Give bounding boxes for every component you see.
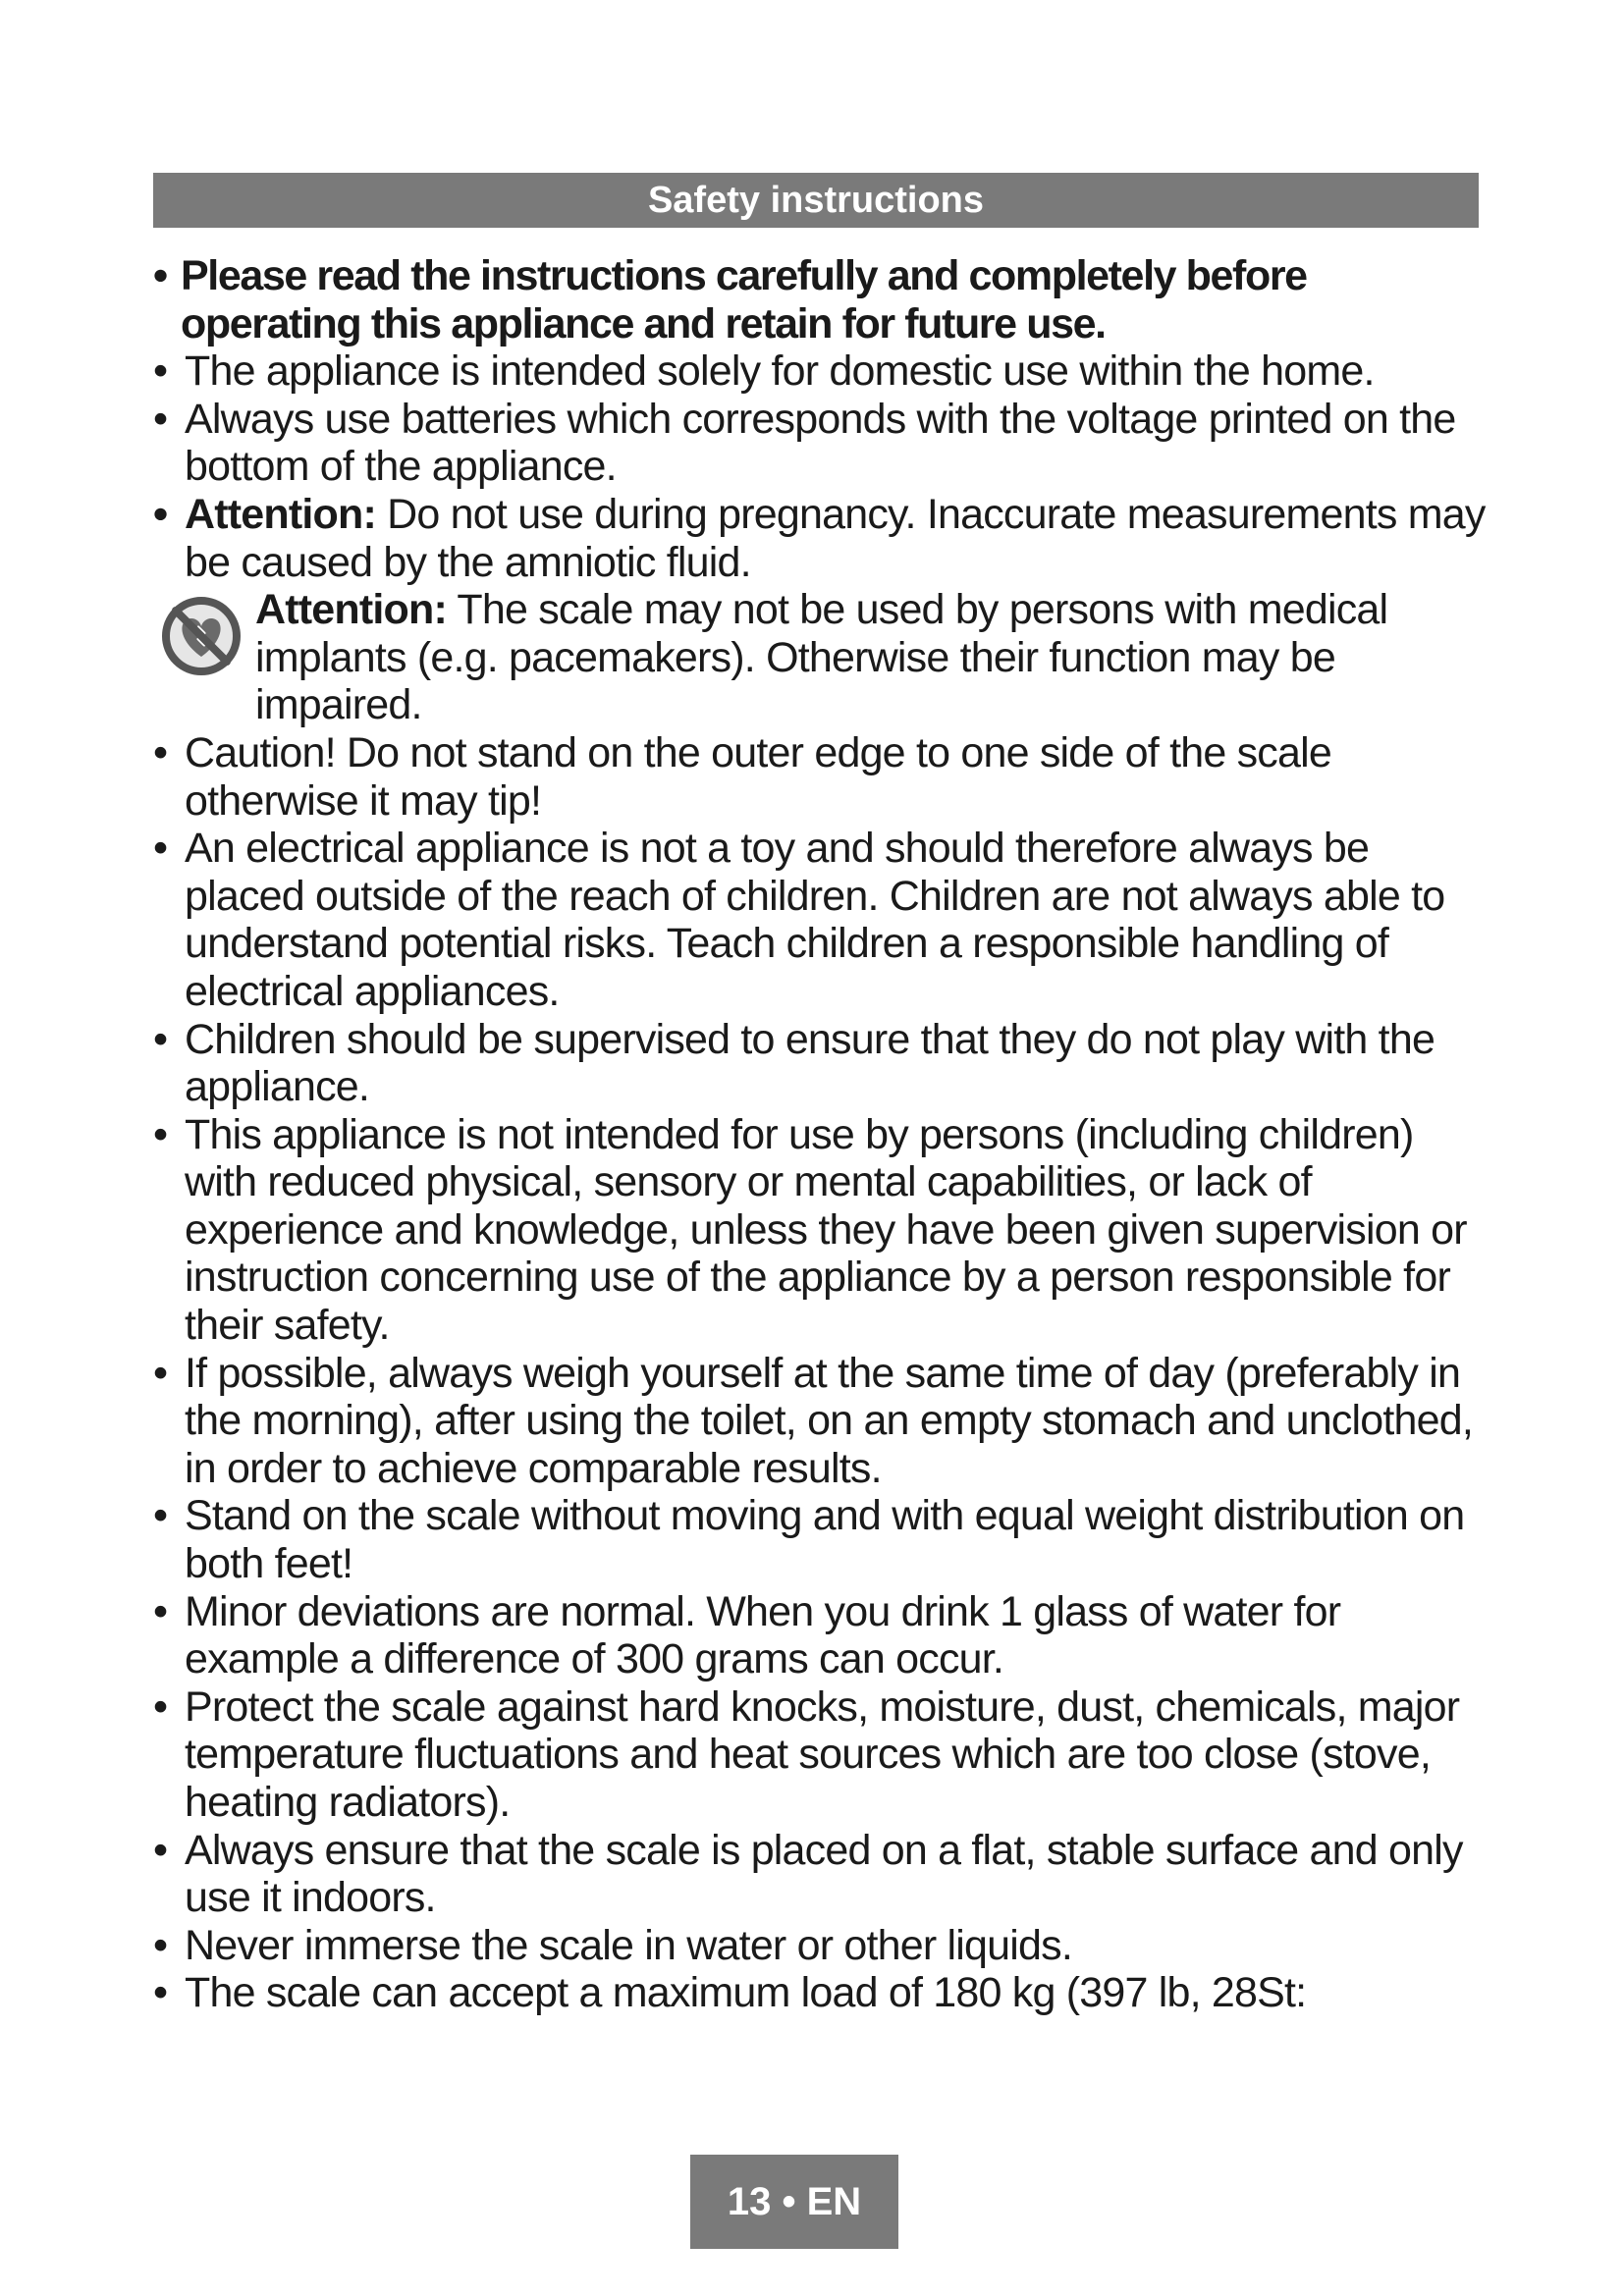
list-item [153,1111,1489,1350]
list-item [153,825,1489,1015]
list-item [153,729,1489,825]
item-text: Minor deviations are normal. When you drink 1 glass of water for example a difference of 300 grams can occur. [185,1587,1341,1683]
lead-instruction [153,252,1489,347]
item-text: This appliance is not intended for use by persons (including children) with reduced physical, sensory or mental capabilities, or lack of experience and knowledge, unless they have been given supervision or instruction concerning use of the appliance by a person responsible for their safety. [185,1110,1467,1350]
bullet: • [153,347,168,396]
list-item [153,347,1489,396]
item-text: If possible, always weigh yourself at the same time of day (preferably in the morning), after using the toilet, on an empty stomach and unclothed, in order to achieve comparable results. [185,1349,1474,1492]
item-text: Always ensure that the scale is placed on a flat, stable surface and only use it indoors. [185,1826,1463,1922]
bullet: • [153,1349,168,1397]
bullet: • [153,252,167,299]
bullet: • [153,825,168,873]
bullet: • [153,1682,168,1731]
item-text: The scale can accept a maximum load of 180 kg (397 lb, 28St: [185,1969,1307,2017]
list-item [153,1969,1489,2017]
bullet: • [153,1492,168,1540]
lead-text: Please read the instructions carefully and completely before operating this appliance and retain for future use. [181,252,1307,347]
list-item [153,1683,1489,1827]
bullet: • [153,1015,168,1063]
item-text: Stand on the scale without moving and with equal weight distribution on both feet! [185,1492,1465,1588]
item-text: An electrical appliance is not a toy and should therefore always be placed outside of the reach of children. Children are not always able to understand potential risks. Teach children a responsible handling of electrical appliances. [185,825,1445,1015]
item-text: Children should be supervised to ensure that they do not play with the appliance. [185,1015,1435,1111]
bullet: • [153,1110,168,1158]
page-number-badge [690,2155,898,2249]
list-item [153,396,1489,491]
list-item-with-icon [153,586,1489,729]
attention-label: Attention: [255,586,447,634]
safety-instructions-list [153,252,1489,2017]
bullet: • [153,1921,168,1969]
bullet: • [153,1826,168,1874]
bullet: • [153,728,168,776]
list-item [153,1922,1489,1970]
list-item [153,1827,1489,1922]
item-text: The scale may not be used by persons with medical implants (e.g. pacemakers). Otherwise their function may be impaired. [255,586,1388,729]
item-text: Caution! Do not stand on the outer edge to one side of the scale otherwise it may tip! [185,728,1331,825]
bullet: • [153,1587,168,1635]
list-item [153,491,1489,586]
section-title: Safety instructions [647,180,985,221]
page-number: 13 • EN [727,2180,862,2223]
bullet: • [153,395,168,443]
list-item [153,1588,1489,1683]
list-item [153,1350,1489,1493]
item-text: Do not use during pregnancy. Inaccurate measurements may be caused by the amniotic fluid. [185,490,1486,586]
item-text: Never immerse the scale in water or other liquids. [185,1921,1072,1969]
item-text: Always use batteries which corresponds with the voltage printed on the bottom of the appliance. [185,395,1456,491]
list-item [153,1492,1489,1587]
item-text: The appliance is intended solely for domestic use within the home. [185,347,1375,396]
list-item [153,1016,1489,1111]
bullet: • [153,1969,168,2017]
attention-label: Attention: [185,490,376,538]
item-text: Protect the scale against hard knocks, moisture, dust, chemicals, major temperature fluctuations and heat sources which are too close (stove, heating radiators). [185,1682,1460,1826]
section-title-bar [153,173,1479,228]
no-pacemaker-icon [159,594,244,678]
bullet: • [153,490,168,538]
